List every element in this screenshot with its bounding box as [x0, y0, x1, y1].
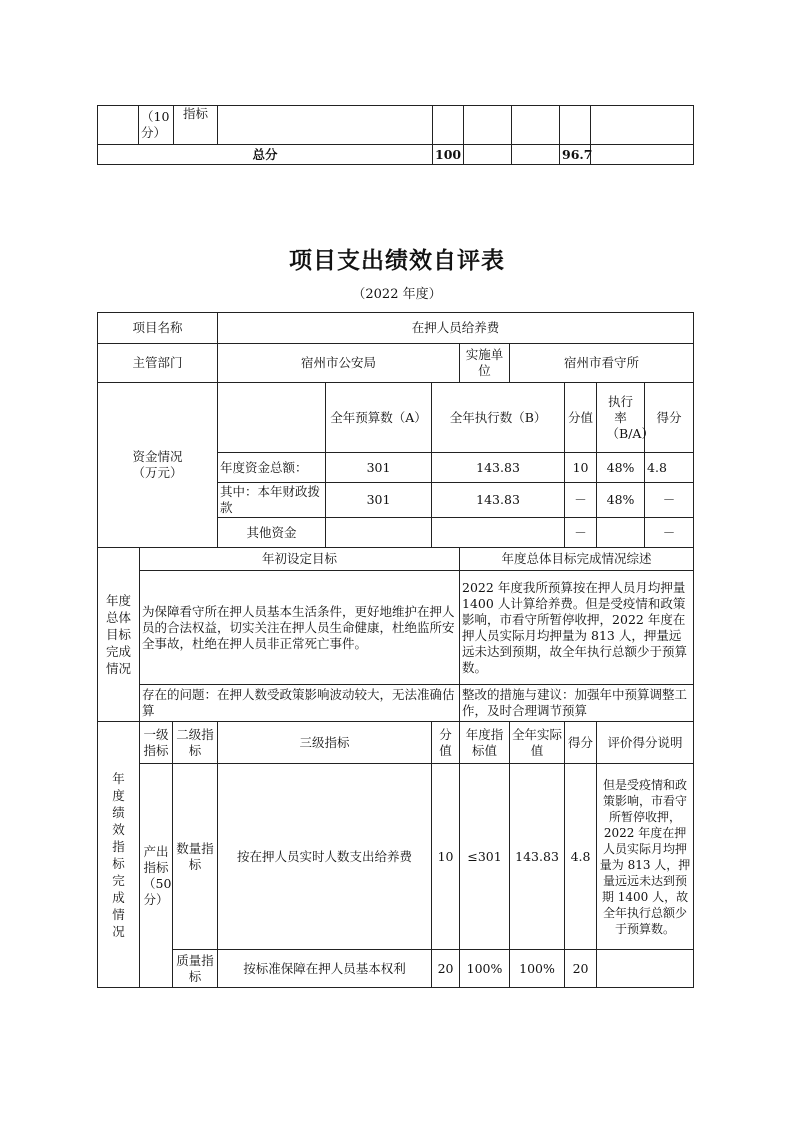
- funds-row-other-rate: [597, 518, 645, 548]
- ind-row1-score: 10: [432, 764, 460, 950]
- funds-row-total-budget: 301: [326, 453, 432, 483]
- funds-row-total-score: 10: [565, 453, 597, 483]
- funds-row-other-budget: [326, 518, 432, 548]
- ind-row1-note: 但是受疫情和政策影响，市看守所暂停收押，2022 年度在押人员实际月均押量为 813 人，押量远远未达到预期 1400 人，故全年执行总额少于预算数。: [597, 764, 694, 950]
- ind-header-target: 年度指标值: [460, 722, 510, 764]
- project-name-label: 项目名称: [98, 313, 218, 344]
- ind-row1-target: ≤301: [460, 764, 510, 950]
- ind-header-got: 得分: [565, 722, 597, 764]
- impl-value: 宿州市看守所: [510, 344, 694, 383]
- funds-row-total-got: 4.8: [645, 453, 694, 483]
- ind-row1-got: 4.8: [565, 764, 597, 950]
- ind-row1-actual: 143.83: [510, 764, 565, 950]
- funds-row-fiscal-label: 其中：本年财政拨款: [218, 483, 326, 518]
- funds-row-fiscal-rate: 48%: [597, 483, 645, 518]
- ind-level1: [140, 764, 173, 988]
- ind-row1-l3: 按在押人员实时人数支出给养费: [218, 764, 432, 950]
- header-exec: 全年执行数（B）: [432, 383, 565, 453]
- ind-header-actual: 全年实际值: [510, 722, 565, 764]
- ind-header-l1: 一级指标: [140, 722, 173, 764]
- indicators-label-text: 年度绩效指标完成情况: [112, 770, 125, 939]
- funds-label-text: 资金情况（万元）: [132, 449, 183, 480]
- funds-row-other-score: －: [565, 518, 597, 548]
- ind-row2-actual: 100%: [510, 950, 565, 988]
- funds-row-total-label: 年度资金总额：: [218, 453, 326, 483]
- funds-row-other-exec: [432, 518, 565, 548]
- ind-row2-l2: 质量指标: [173, 950, 218, 988]
- top-cell-weight: （10分）: [139, 106, 174, 145]
- funds-row-total-exec: 143.83: [432, 453, 565, 483]
- funds-row-other-label: 其他资金: [218, 518, 326, 548]
- indicators-label: [98, 722, 140, 988]
- ind-row2-l3: 按标准保障在押人员基本权利: [218, 950, 432, 988]
- funds-row-other-got: －: [645, 518, 694, 548]
- ind-header-note: 评价得分说明: [597, 722, 694, 764]
- goals-set-header: 年初设定目标: [140, 548, 460, 571]
- goals-problem-text: 存在的问题：在押人数受政策影响波动较大，无法准确估算: [140, 685, 460, 722]
- project-name-value: 在押人员给养费: [218, 313, 694, 344]
- ind-row2-note: [597, 950, 694, 988]
- funds-row-total-rate: 48%: [597, 453, 645, 483]
- goals-label-text: 年度总体目标完成情况: [105, 593, 131, 676]
- header-score: 分值: [565, 383, 597, 453]
- top-cell-empty: [98, 106, 139, 145]
- ind-row2-score: 20: [432, 950, 460, 988]
- header-rate: [597, 383, 654, 453]
- ind-header-l3: 三级指标: [218, 722, 432, 764]
- top-table: [97, 105, 694, 165]
- dept-value: 宿州市公安局: [218, 344, 460, 383]
- page-title: 项目支出绩效自评表: [289, 248, 505, 274]
- ind-row2-target: 100%: [460, 950, 510, 988]
- funds-row-fiscal-budget: 301: [326, 483, 432, 518]
- impl-label: 实施单位: [460, 344, 510, 383]
- goals-done-header: 年度总体目标完成情况综述: [460, 548, 694, 571]
- ind-header-score: 分值: [432, 722, 460, 764]
- goals-done-text: 2022 年度我所预算按在押人员月均押量 1400 人计算给养费。但是受疫情和政策影响，市看守所暂停收押，2022 年度在押人员实际月均押量为 813 人，押量远远未达到预期，故全年执行总额少于预算数。: [460, 571, 694, 685]
- funds-row-fiscal-exec: 143.83: [432, 483, 565, 518]
- dept-label: 主管部门: [98, 344, 218, 383]
- ind-row1-l2: 数量指标: [173, 764, 218, 950]
- goals-label: [98, 548, 140, 722]
- goals-set-text: 为保障看守所在押人员基本生活条件，更好地维护在押人员的合法权益，切实关注在押人员生命健康，杜绝监所安全事故，杜绝在押人员非正常死亡事件。: [140, 571, 460, 685]
- funds-row-fiscal-got: －: [645, 483, 694, 518]
- total-label: 总分: [98, 145, 433, 165]
- funds-label: [98, 383, 218, 548]
- header-got: 得分: [645, 383, 694, 453]
- top-cell-indicator: 指标: [174, 106, 218, 145]
- total-score: 100: [433, 145, 464, 165]
- total-got: 96.7: [560, 145, 591, 165]
- header-rate-text: 执行率（B/A）: [606, 393, 654, 441]
- year-subtitle: （2022 年度）: [352, 287, 442, 302]
- header-budget: 全年预算数（A）: [326, 383, 432, 453]
- ind-header-l2: 二级指标: [173, 722, 218, 764]
- ind-level1-text: 产出指标（50分）: [143, 843, 172, 907]
- evaluation-table: [97, 312, 694, 988]
- ind-row2-got: 20: [565, 950, 597, 988]
- goals-measure-text: 整改的措施与建议：加强年中预算调整工作，及时合理调节预算: [460, 685, 694, 722]
- funds-row-fiscal-score: －: [565, 483, 597, 518]
